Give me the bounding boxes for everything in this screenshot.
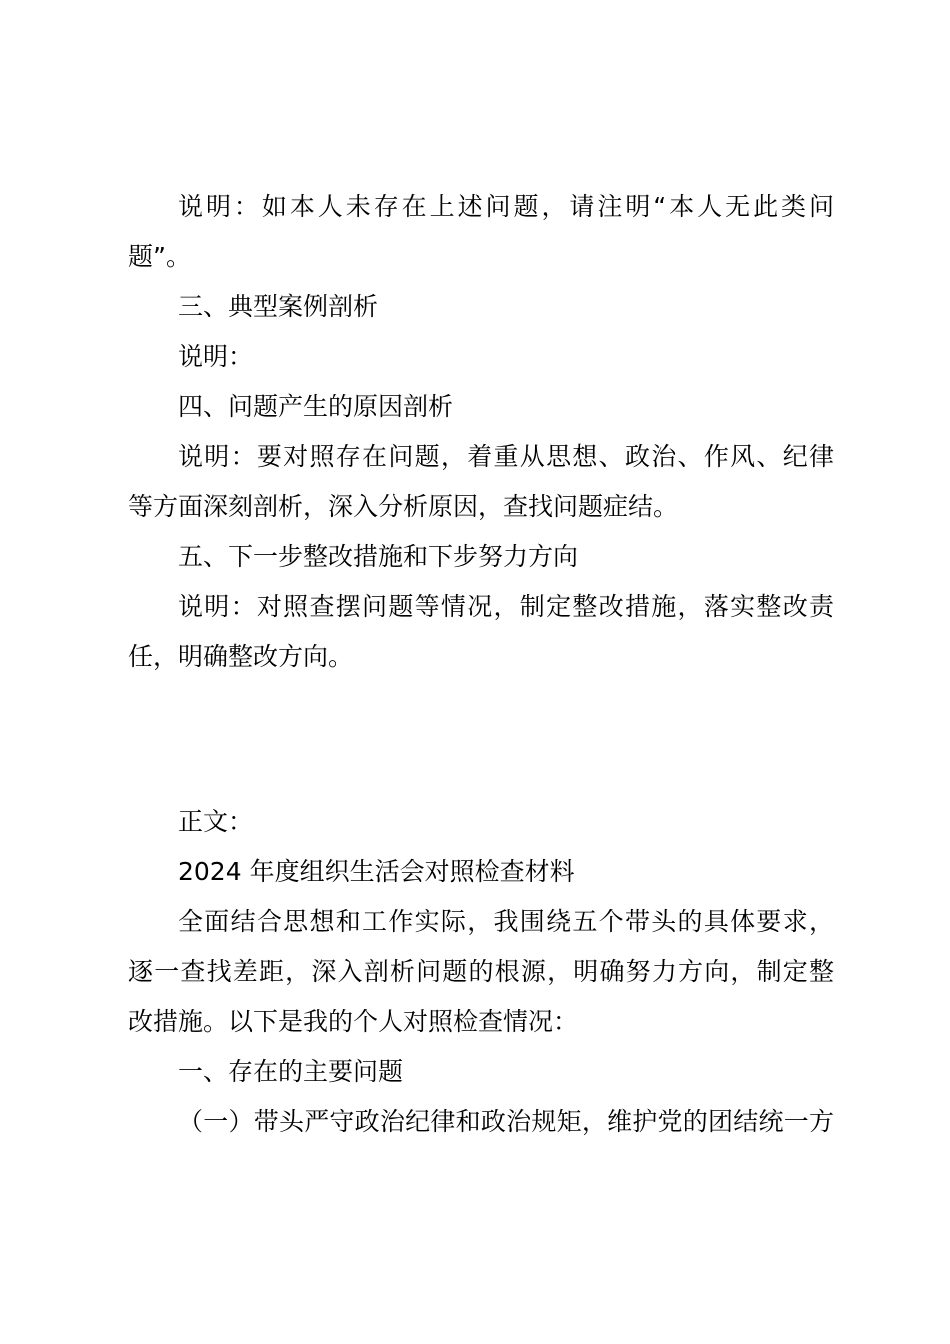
document-title: 2024 年度组织生活会对照检查材料	[178, 857, 575, 886]
section-heading-1: 一、存在的主要问题	[178, 1057, 404, 1086]
note-label: 说明：	[178, 342, 254, 371]
note-paragraph-line-2: 题”。	[128, 242, 191, 271]
section-heading-3: 三、典型案例剖析	[178, 292, 379, 321]
intro-paragraph-line-1: 全面结合思想和工作实际，我围绕五个带头的具体要求，	[178, 907, 834, 936]
note-paragraph-line-1: 说明：对照查摆问题等情况，制定整改措施，落实整改责	[178, 592, 834, 621]
section-heading-5: 五、下一步整改措施和下步努力方向	[178, 542, 579, 571]
intro-paragraph-line-2: 逐一查找差距，深入剖析问题的根源，明确努力方向，制定整	[128, 957, 834, 986]
section-heading-4: 四、问题产生的原因剖析	[178, 392, 454, 421]
body-label: 正文：	[178, 807, 254, 836]
intro-paragraph-line-3: 改措施。以下是我的个人对照检查情况：	[128, 1007, 579, 1036]
note-paragraph-line-2: 等方面深刻剖析，深入分析原因，查找问题症结。	[128, 492, 679, 521]
subsection-heading-1: （一）带头严守政治纪律和政治规矩，维护党的团结统一方	[178, 1107, 834, 1136]
note-paragraph-line-2: 任，明确整改方向。	[128, 642, 354, 671]
note-paragraph-line-1: 说明：要对照存在问题，着重从思想、政治、作风、纪律	[178, 442, 834, 471]
note-paragraph-line-1: 说明：如本人未存在上述问题，请注明“本人无此类问	[178, 192, 834, 221]
